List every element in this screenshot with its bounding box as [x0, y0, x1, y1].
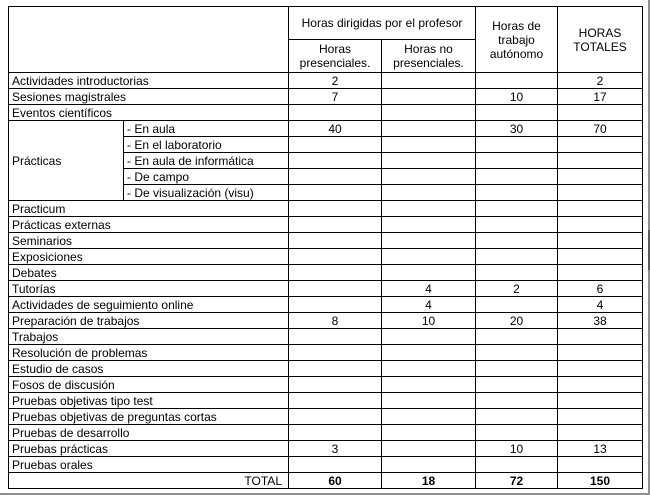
subrow-label: - En el laboratorio — [124, 137, 289, 153]
row-label: Eventos científicos — [9, 105, 289, 121]
row-label: Estudio de casos — [9, 361, 289, 377]
cell-autonomo — [476, 265, 558, 281]
row-label: Practicum — [9, 201, 289, 217]
total-presenciales: 60 — [289, 473, 382, 489]
header-presenciales: Horas presenciales. — [289, 40, 382, 73]
total-no-presenciales: 18 — [382, 473, 476, 489]
cell-presenciales — [289, 249, 382, 265]
cell-autonomo — [476, 217, 558, 233]
cell-presenciales — [289, 217, 382, 233]
table-row — [9, 297, 643, 313]
cell-no-presenciales — [382, 345, 476, 361]
cell-presenciales — [289, 185, 382, 201]
cell-total: 4 — [558, 297, 643, 313]
table-row — [9, 265, 643, 281]
cell-autonomo — [476, 137, 558, 153]
header-no-presenciales: Horas no presenciales. — [382, 40, 476, 73]
cell-autonomo — [476, 185, 558, 201]
table-row — [9, 201, 643, 217]
cell-autonomo: 30 — [476, 121, 558, 137]
cell-autonomo: 10 — [476, 441, 558, 457]
cell-autonomo: 20 — [476, 313, 558, 329]
cell-total — [558, 265, 643, 281]
cell-no-presenciales — [382, 89, 476, 105]
cell-presenciales — [289, 377, 382, 393]
cell-autonomo — [476, 169, 558, 185]
cell-autonomo — [476, 345, 558, 361]
cell-autonomo: 2 — [476, 281, 558, 297]
cell-total — [558, 137, 643, 153]
table-row — [9, 425, 643, 441]
cell-autonomo — [476, 329, 558, 345]
cell-autonomo — [476, 297, 558, 313]
cell-no-presenciales — [382, 249, 476, 265]
cell-presenciales: 2 — [289, 73, 382, 89]
subrow-label: - De visualización (visu) — [124, 185, 289, 201]
cell-total — [558, 153, 643, 169]
practicas-label: Prácticas — [9, 121, 124, 201]
row-label: Trabajos — [9, 329, 289, 345]
cell-autonomo — [476, 409, 558, 425]
table-row — [9, 89, 643, 105]
cell-no-presenciales — [382, 233, 476, 249]
row-label: Debates — [9, 265, 289, 281]
cell-total: 70 — [558, 121, 643, 137]
cell-total — [558, 249, 643, 265]
row-label: Resolución de problemas — [9, 345, 289, 361]
cell-no-presenciales — [382, 361, 476, 377]
cell-presenciales — [289, 425, 382, 441]
subrow-label: - En aula — [124, 121, 289, 137]
row-label: Pruebas prácticas — [9, 441, 289, 457]
cell-autonomo — [476, 457, 558, 473]
table-row — [9, 281, 643, 297]
table-row — [9, 409, 643, 425]
header-totales: HORAS TOTALES — [558, 7, 643, 73]
hours-table — [8, 6, 643, 489]
cell-autonomo — [476, 201, 558, 217]
cell-autonomo — [476, 105, 558, 121]
cell-no-presenciales — [382, 441, 476, 457]
cell-autonomo — [476, 361, 558, 377]
cell-no-presenciales — [382, 217, 476, 233]
table-row — [9, 249, 643, 265]
row-label: Tutorías — [9, 281, 289, 297]
cell-presenciales: 7 — [289, 89, 382, 105]
cell-presenciales: 8 — [289, 313, 382, 329]
cell-total — [558, 457, 643, 473]
cell-presenciales — [289, 265, 382, 281]
table-row — [9, 233, 643, 249]
row-label: Sesiones magistrales — [9, 89, 289, 105]
cell-presenciales — [289, 169, 382, 185]
cell-no-presenciales: 10 — [382, 313, 476, 329]
row-label: Pruebas objetivas tipo test — [9, 393, 289, 409]
row-label: Seminarios — [9, 233, 289, 249]
cell-no-presenciales — [382, 329, 476, 345]
cell-autonomo — [476, 233, 558, 249]
cell-presenciales — [289, 409, 382, 425]
subrow-label: - De campo — [124, 169, 289, 185]
cell-no-presenciales — [382, 393, 476, 409]
totals-row — [9, 473, 643, 489]
cell-total: 38 — [558, 313, 643, 329]
cell-presenciales — [289, 393, 382, 409]
cell-total — [558, 169, 643, 185]
cell-no-presenciales — [382, 377, 476, 393]
cell-total — [558, 217, 643, 233]
cell-total — [558, 393, 643, 409]
row-label: Actividades de seguimiento online — [9, 297, 289, 313]
header-dirigidas: Horas dirigidas por el profesor — [289, 7, 476, 40]
table-row — [9, 457, 643, 473]
cell-presenciales — [289, 281, 382, 297]
totals-label: TOTAL — [9, 473, 289, 489]
header-row-1 — [9, 7, 643, 40]
table-row — [9, 361, 643, 377]
row-label: Pruebas objetivas de preguntas cortas — [9, 409, 289, 425]
cell-autonomo — [476, 377, 558, 393]
cell-autonomo: 10 — [476, 89, 558, 105]
cell-presenciales: 3 — [289, 441, 382, 457]
table-row — [9, 217, 643, 233]
cell-total: 2 — [558, 73, 643, 89]
cell-autonomo — [476, 393, 558, 409]
cell-presenciales — [289, 105, 382, 121]
cell-total: 13 — [558, 441, 643, 457]
cell-no-presenciales — [382, 457, 476, 473]
table-row — [9, 377, 643, 393]
row-label: Prácticas externas — [9, 217, 289, 233]
cell-total — [558, 201, 643, 217]
cell-total — [558, 105, 643, 121]
cell-total: 6 — [558, 281, 643, 297]
row-label: Pruebas de desarrollo — [9, 425, 289, 441]
table-row — [9, 393, 643, 409]
cell-presenciales — [289, 297, 382, 313]
cell-presenciales — [289, 361, 382, 377]
table-row — [9, 105, 643, 121]
cell-total — [558, 361, 643, 377]
cell-no-presenciales — [382, 201, 476, 217]
cell-no-presenciales: 4 — [382, 281, 476, 297]
cell-no-presenciales — [382, 105, 476, 121]
row-label: Exposiciones — [9, 249, 289, 265]
cell-no-presenciales — [382, 425, 476, 441]
table-row — [9, 73, 643, 89]
cell-total — [558, 329, 643, 345]
cell-presenciales — [289, 345, 382, 361]
cell-presenciales — [289, 457, 382, 473]
cell-total — [558, 185, 643, 201]
cell-total — [558, 425, 643, 441]
row-label: Fosos de discusión — [9, 377, 289, 393]
cell-autonomo — [476, 153, 558, 169]
cell-no-presenciales — [382, 265, 476, 281]
row-label: Pruebas orales — [9, 457, 289, 473]
table-row — [9, 329, 643, 345]
header-autonomo: Horas de trabajo autónomo — [476, 7, 558, 73]
cell-no-presenciales — [382, 409, 476, 425]
cell-total — [558, 233, 643, 249]
cell-autonomo — [476, 73, 558, 89]
cell-presenciales: 40 — [289, 121, 382, 137]
table-row — [9, 121, 643, 137]
cell-presenciales — [289, 329, 382, 345]
cell-no-presenciales: 4 — [382, 297, 476, 313]
header-corner-cell — [9, 7, 289, 73]
cell-autonomo — [476, 249, 558, 265]
table-row — [9, 441, 643, 457]
total-horas: 150 — [558, 473, 643, 489]
table-row — [9, 345, 643, 361]
cell-no-presenciales — [382, 121, 476, 137]
cell-presenciales — [289, 153, 382, 169]
cell-presenciales — [289, 233, 382, 249]
subrow-label: - En aula de informática — [124, 153, 289, 169]
cell-presenciales — [289, 137, 382, 153]
cell-total — [558, 377, 643, 393]
cell-no-presenciales — [382, 153, 476, 169]
cell-no-presenciales — [382, 185, 476, 201]
cell-no-presenciales — [382, 169, 476, 185]
cell-total — [558, 345, 643, 361]
cell-total: 17 — [558, 89, 643, 105]
total-autonomo: 72 — [476, 473, 558, 489]
cell-autonomo — [476, 425, 558, 441]
row-label: Preparación de trabajos — [9, 313, 289, 329]
cell-no-presenciales — [382, 73, 476, 89]
cell-no-presenciales — [382, 137, 476, 153]
cell-total — [558, 409, 643, 425]
cell-presenciales — [289, 201, 382, 217]
table-row — [9, 313, 643, 329]
row-label: Actividades introductorias — [9, 73, 289, 89]
